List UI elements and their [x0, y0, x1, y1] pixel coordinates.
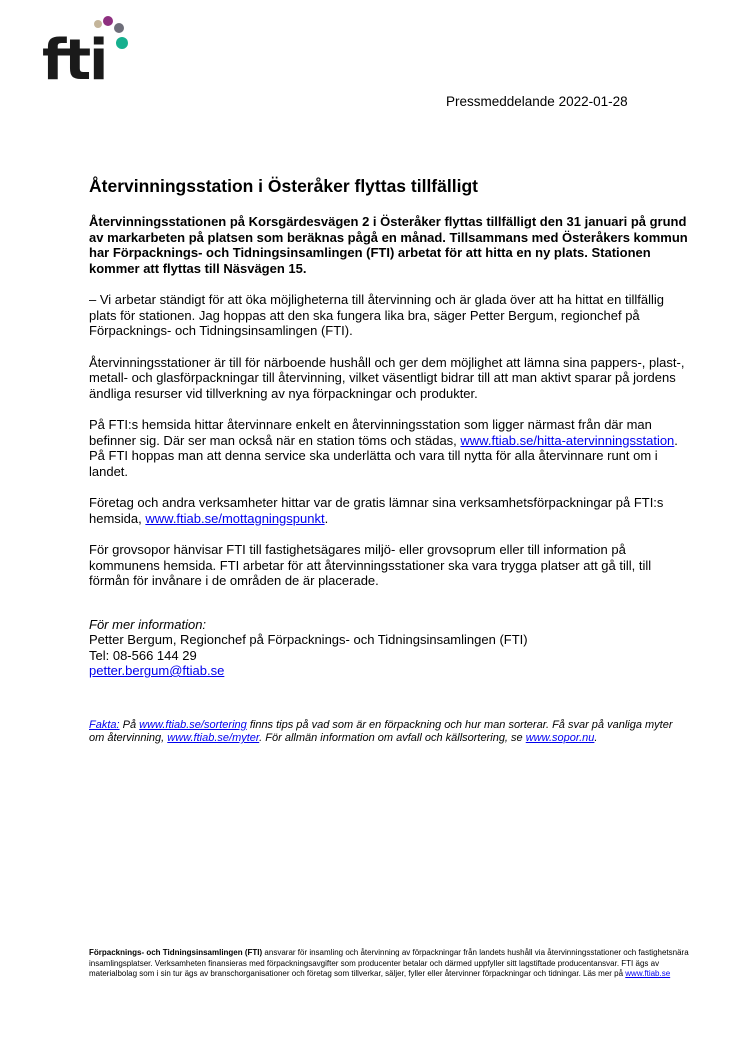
hitta-atervinningsstation-link[interactable]: www.ftiab.se/hitta-atervinningsstation [460, 432, 675, 448]
text-segment: På [119, 718, 140, 731]
fti-logo [42, 16, 132, 86]
text-segment: . På FTI hoppas man att denna service ska underlätta och vara till nytta för alla återvinnare runt om i landet. [89, 432, 678, 479]
text-segment: På FTI:s hemsida hittar återvinnare enkelt en återvinningsstation som ligger närmast från där man befinner sig. Där ser man också när en station töms och städas, [89, 417, 652, 448]
grovsopor-paragraph: För grovsopor hänvisar FTI till fastighetsägares miljö- eller grovsoprum eller till information på kommunens hemsida. FTI arbetar för att återvinningsstationer ska vara trygga platser att gå till, till förmån för invånare i de områden de är placerade. [89, 542, 652, 588]
text-segment: . [324, 510, 329, 526]
business-paragraph [89, 495, 689, 526]
press-release-body [89, 176, 689, 746]
fakta-block [89, 719, 689, 746]
myter-link[interactable]: www.ftiab.se/myter [167, 732, 260, 744]
footer-org-name: Förpacknings- och Tidningsinsamlingen (FTI) [89, 948, 263, 957]
logo-dot-3 [114, 23, 124, 33]
fti-logo-graphic [42, 16, 132, 86]
logo-dot-2 [103, 16, 113, 26]
contact-name: Petter Bergum, Regionchef på Förpacknings- och Tidningsinsamlingen (FTI) [89, 632, 528, 647]
logo-dot-4 [116, 37, 128, 49]
footer-text: ansvarar för insamling och återvinning av förpackningar från landets hushåll via återvinningsstationer och fastighetsnära insamlingsplatser. Verksamheten finansieras med förpackningsavgifter som producenter betalar och därmed uppfyller sitt lagstiftade producentansvar. FTI ägs av materialbolag som i sin tur ägs av branschorganisationer och företag som tillverkar, säljer, fyller eller återvinner förpackningar och tidningar. Läs mer på [89, 948, 689, 978]
website-paragraph [89, 417, 689, 479]
contact-phone: Tel: 08-566 144 29 [89, 647, 197, 663]
text-segment: finns tips på vad som är en förpackning och hur man sorterar. Få svar på vanliga myter om återvinning, [89, 718, 673, 744]
logo-wordmark: fti [42, 28, 107, 86]
sopor-link[interactable]: www.sopor.nu [525, 732, 595, 744]
lead-paragraph: Återvinningsstationen på Korsgärdesvägen 2 i Österåker flyttas tillfälligt den 31 januari på grund av markarbeten på platsen som beräknas pågå en månad. Tillsammans med Österåkers kommun har Förpacknings- och Tidningsinsamlingen (FTI) arbetat för att hitta en ny plats. Stationen kommer att flyttas till Näsvägen 15. [89, 214, 688, 276]
text-segment: Företag och andra verksamheter hittar var de gratis lämnar sina verksamhetsförpackningar på FTI:s hemsida, [89, 495, 664, 526]
text-segment: . [594, 732, 598, 744]
quote-paragraph: – Vi arbetar ständigt för att öka möjligheterna till återvinning och är glada över att ha hittat en tillfällig plats för stationen. Jag hoppas att den ska fungera lika bra, säger Petter Bergum, regionchef på Förpacknings- och Tidningsinsamlingen (FTI). [89, 292, 664, 338]
mottagningspunkt-link[interactable]: www.ftiab.se/mottagningspunkt [145, 510, 325, 526]
contact-email-link[interactable]: petter.bergum@ftiab.se [89, 663, 225, 678]
fakta-label: Fakta: [89, 718, 120, 731]
footer [89, 948, 689, 980]
contact-title: För mer information: [89, 616, 207, 632]
text-segment: . För allmän information om avfall och källsortering, se [259, 732, 526, 744]
dateline: Pressmeddelande 2022-01-28 [446, 94, 628, 109]
sortering-link[interactable]: www.ftiab.se/sortering [139, 718, 247, 731]
footer-ftiab-link[interactable]: www.ftiab.se [625, 969, 671, 978]
headline: Återvinningsstation i Österåker flyttas tillfälligt [89, 176, 478, 196]
info-paragraph: Återvinningsstationer är till för närboende hushåll och ger dem möjlighet att lämna sina pappers-, plast-, metall- och glasförpackningar till återvinning, vilket väsentligt bidrar till att man aktivt sparar på jordens ändliga resurser vid tillverkning av nya förpackningar och produkter. [89, 354, 685, 401]
logo-dot-1 [94, 20, 102, 28]
contact-block [89, 617, 689, 679]
